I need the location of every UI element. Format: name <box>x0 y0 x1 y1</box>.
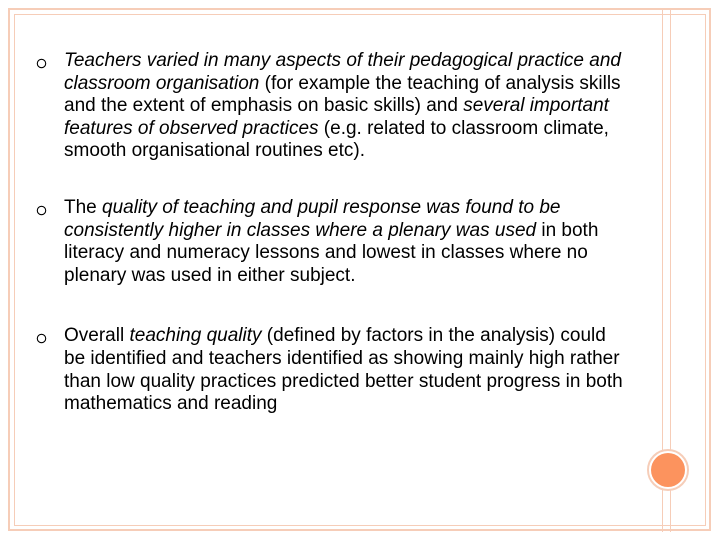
decorative-circle-icon <box>651 453 685 487</box>
text-segment: (for example the teaching of analysis skills and the extent of emphasis on basic skills) and <box>64 72 621 117</box>
bullet-circle-icon <box>36 50 64 69</box>
bullet-text <box>64 197 626 287</box>
text-segment: teaching quality <box>129 325 262 347</box>
bullet-item <box>36 50 626 163</box>
text-segment: (e.g. related to classroom climate, smooth organisational routines etc). <box>64 117 609 162</box>
text-segment: Teachers varied in many aspects of their pedagogical practice and classroom organisation <box>64 50 621 94</box>
text-segment: Overall <box>64 325 130 347</box>
bullet-text <box>64 325 626 415</box>
bullet-item <box>36 325 626 415</box>
bullet-circle-icon <box>36 325 64 344</box>
text-segment: quality of teaching and pupil response was found to be consistently higher in classes where a plenary was used <box>64 196 561 241</box>
bullet-text <box>64 50 626 163</box>
text-segment: in both literacy and numeracy lessons and lowest in classes where no plenary was used in either subject. <box>64 219 599 286</box>
text-segment: The <box>64 196 103 218</box>
text-segment: (defined by factors in the analysis) could be identified and teachers identified as showing mainly high rather than low quality practices predicted better student progress in both mathematics and reading <box>64 325 623 415</box>
bullet-item <box>36 197 626 287</box>
slide-content <box>36 50 626 416</box>
bullet-circle-icon <box>36 197 64 216</box>
text-segment: several important features of observed practices <box>64 95 609 139</box>
